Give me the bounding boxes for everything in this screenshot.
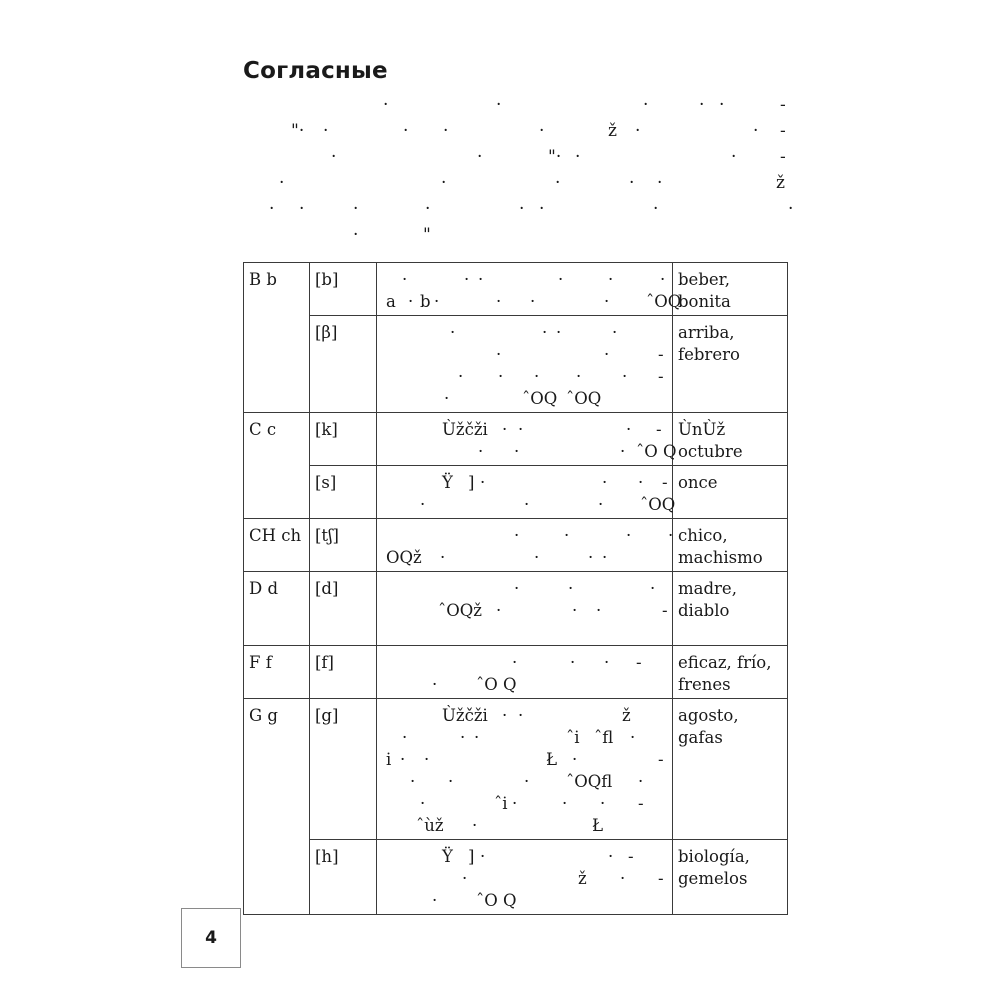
example-word: once: [678, 473, 718, 492]
text-fragment: ·: [518, 420, 524, 439]
text-fragment: ·: [269, 199, 275, 219]
example-word: agosto,: [678, 706, 739, 725]
text-fragment: ·: [462, 869, 468, 888]
table-row: [244, 699, 788, 840]
text-fragment: ·: [657, 173, 663, 193]
text-fragment: "·: [291, 121, 305, 141]
example-cell: [673, 840, 788, 915]
example-cell: [673, 413, 788, 466]
text-fragment: ·: [478, 442, 484, 461]
text-fragment: -: [656, 420, 662, 439]
text-fragment: ˆO Q: [636, 442, 677, 461]
letter-cell: CH ch: [244, 519, 310, 572]
text-fragment: -: [658, 367, 664, 386]
text-fragment: ·: [572, 601, 578, 620]
intro-line: [243, 222, 793, 248]
text-fragment: ·: [472, 816, 478, 835]
text-fragment: ž: [776, 173, 785, 193]
text-fragment: ·: [576, 367, 582, 386]
sound-cell: [β]: [310, 316, 377, 413]
example-cell: [673, 263, 788, 316]
text-fragment: -: [638, 794, 644, 813]
description-line: [382, 771, 667, 793]
sound-cell: [k]: [310, 413, 377, 466]
example-word: beber,: [678, 270, 730, 289]
text-fragment: ·: [480, 473, 486, 492]
text-fragment: ·: [514, 526, 520, 545]
example-word: chico,: [678, 526, 728, 545]
text-fragment: ·: [440, 548, 446, 567]
text-fragment: Ÿ: [442, 473, 453, 492]
text-fragment: ·: [542, 323, 548, 342]
intro-line: [243, 196, 793, 222]
text-fragment: ·: [643, 95, 649, 115]
text-fragment: ·: [458, 367, 464, 386]
example-word: arriba,: [678, 323, 735, 342]
text-fragment: -: [662, 473, 668, 492]
page-number: 4: [181, 908, 241, 968]
text-fragment: Ł: [546, 750, 558, 769]
text-fragment: ·: [530, 292, 536, 311]
text-fragment: -: [636, 653, 642, 672]
text-fragment: ·: [604, 345, 610, 364]
description-line: [382, 525, 674, 547]
text-fragment: ·: [519, 199, 525, 219]
sound-cell: [b]: [310, 263, 377, 316]
table-row: [244, 572, 788, 646]
text-fragment: ]: [468, 847, 475, 866]
text-fragment: ·: [425, 199, 431, 219]
example-word: diablo: [678, 601, 730, 620]
text-fragment: ·: [572, 750, 578, 769]
text-fragment: ·: [502, 706, 508, 725]
sound-cell: [g]: [310, 699, 377, 840]
description-line: [382, 366, 667, 388]
text-fragment: ·: [502, 420, 508, 439]
description-cell: [377, 699, 673, 840]
text-fragment: ·: [534, 367, 540, 386]
text-fragment: ·: [444, 389, 450, 408]
table-row: [244, 466, 788, 519]
text-fragment: ·: [638, 772, 644, 791]
text-fragment: ·: [477, 147, 483, 167]
example-word: madre,: [678, 579, 737, 598]
text-fragment: ·: [600, 794, 606, 813]
text-fragment: -: [780, 147, 786, 167]
text-fragment: -: [658, 750, 664, 769]
text-fragment: ·: [699, 95, 705, 115]
description-line: [382, 890, 667, 912]
text-fragment: ·: [432, 891, 438, 910]
description-line: [382, 846, 667, 868]
text-fragment: ·: [498, 367, 504, 386]
text-fragment: ·: [514, 579, 520, 598]
description-line: [382, 494, 676, 516]
text-fragment: ·: [788, 199, 794, 219]
text-fragment: ·: [608, 270, 614, 289]
description-line: [382, 815, 667, 837]
text-fragment: ·: [496, 345, 502, 364]
intro-line: [243, 170, 793, 196]
text-fragment: ·: [753, 121, 759, 141]
page-title: Согласные: [243, 58, 388, 84]
description-line: [382, 269, 667, 291]
text-fragment: ž: [578, 869, 587, 888]
description-line: [382, 547, 667, 569]
consonants-table: [243, 262, 788, 915]
description-line: [382, 600, 667, 622]
text-fragment: ·: [626, 420, 632, 439]
example-word: bonita: [678, 292, 731, 311]
text-fragment: ·: [650, 579, 656, 598]
text-fragment: ·: [604, 653, 610, 672]
example-cell: [673, 519, 788, 572]
text-fragment: ·: [460, 728, 466, 747]
text-fragment: ·: [668, 526, 674, 545]
letter-cell: C c: [244, 413, 310, 519]
text-fragment: ˆOQfl: [566, 772, 613, 791]
table-row: [244, 413, 788, 466]
text-fragment: ·: [612, 323, 618, 342]
text-fragment: ·: [279, 173, 285, 193]
text-fragment: -: [780, 95, 786, 115]
text-fragment: ·: [629, 173, 635, 193]
text-fragment: ·: [620, 869, 626, 888]
text-fragment: ˆùž: [416, 816, 444, 835]
text-fragment: -: [662, 601, 668, 620]
text-fragment: ž: [608, 121, 617, 141]
intro-line: [243, 92, 793, 118]
description-line: [382, 419, 667, 441]
text-fragment: b: [420, 292, 431, 311]
intro-line: [243, 118, 793, 144]
text-fragment: -: [658, 869, 664, 888]
text-fragment: -: [628, 847, 634, 866]
text-fragment: ˆi: [494, 794, 508, 813]
text-fragment: ·: [570, 653, 576, 672]
text-fragment: ·: [638, 473, 644, 492]
text-fragment: ·: [353, 225, 359, 245]
description-line: [382, 705, 667, 727]
text-fragment: ·: [512, 794, 518, 813]
text-fragment: ·: [630, 728, 636, 747]
text-fragment: ·: [608, 847, 614, 866]
table-row: [244, 519, 788, 572]
description-line: [382, 578, 667, 600]
text-fragment: ˆOQ: [640, 495, 676, 514]
example-word: octubre: [678, 442, 743, 461]
example-cell: [673, 699, 788, 840]
text-fragment: ·: [496, 95, 502, 115]
sound-cell: [h]: [310, 840, 377, 915]
example-word: eficaz, frío,: [678, 653, 772, 672]
text-fragment: ·: [524, 495, 530, 514]
letter-cell: G g: [244, 699, 310, 915]
example-cell: [673, 466, 788, 519]
text-fragment: ˆOQ: [566, 389, 602, 408]
description-line: [382, 388, 667, 410]
text-fragment: ˆi: [566, 728, 580, 747]
text-fragment: ·: [602, 548, 608, 567]
sound-cell: [f]: [310, 646, 377, 699]
description-cell: [377, 263, 682, 316]
description-cell: [377, 413, 677, 466]
text-fragment: OQž: [386, 548, 422, 567]
text-fragment: ·: [731, 147, 737, 167]
text-fragment: Ł: [592, 816, 604, 835]
description-line: [382, 441, 677, 463]
text-fragment: Ÿ: [442, 847, 453, 866]
example-word: gafas: [678, 728, 723, 747]
example-word: gemelos: [678, 869, 748, 888]
text-fragment: ·: [555, 173, 561, 193]
description-line: [382, 652, 667, 674]
text-fragment: ·: [383, 95, 389, 115]
text-fragment: ·: [653, 199, 659, 219]
text-fragment: ·: [331, 147, 337, 167]
text-fragment: ·: [524, 772, 530, 791]
description-line: [382, 727, 667, 749]
text-fragment: ·: [480, 847, 486, 866]
example-cell: [673, 316, 788, 413]
text-fragment: ˆOQ: [522, 389, 558, 408]
text-fragment: ·: [474, 728, 480, 747]
text-fragment: ˆO Q: [476, 675, 517, 694]
description-line: [382, 749, 667, 771]
text-fragment: ·: [402, 728, 408, 747]
description-line: [382, 472, 667, 494]
text-fragment: ·: [564, 526, 570, 545]
text-fragment: ·: [299, 199, 305, 219]
example-cell: [673, 646, 788, 699]
description-line: [382, 322, 667, 344]
text-fragment: ·: [353, 199, 359, 219]
text-fragment: ·: [514, 442, 520, 461]
text-fragment: ·: [420, 794, 426, 813]
text-fragment: ·: [539, 199, 545, 219]
text-fragment: ·: [410, 772, 416, 791]
text-fragment: ˆfl: [594, 728, 614, 747]
example-word: ÙnÙž: [678, 420, 726, 439]
text-fragment: ·: [622, 367, 628, 386]
text-fragment: a: [386, 292, 396, 311]
text-fragment: ·: [323, 121, 329, 141]
text-fragment: -: [658, 345, 664, 364]
text-fragment: i: [386, 750, 392, 769]
text-fragment: ·: [441, 173, 447, 193]
text-fragment: ˆOQ: [646, 292, 682, 311]
text-fragment: ": [423, 225, 431, 245]
text-fragment: ·: [660, 270, 666, 289]
text-fragment: ·: [556, 323, 562, 342]
text-fragment: ·: [402, 270, 408, 289]
table-row: [244, 646, 788, 699]
text-fragment: ·: [464, 270, 470, 289]
text-fragment: ·: [602, 473, 608, 492]
text-fragment: ·: [596, 601, 602, 620]
description-line: [382, 344, 667, 366]
text-fragment: ·: [400, 750, 406, 769]
description-line: [382, 793, 667, 815]
sound-cell: [tʃ]: [310, 519, 377, 572]
table-row: [244, 263, 788, 316]
text-fragment: ·: [512, 653, 518, 672]
description-cell: [377, 572, 673, 646]
text-fragment: ·: [420, 495, 426, 514]
text-fragment: ·: [620, 442, 626, 461]
text-fragment: ·: [518, 706, 524, 725]
text-fragment: ·: [575, 147, 581, 167]
description-line: [382, 291, 682, 313]
text-fragment: ·: [604, 292, 610, 311]
text-fragment: ·: [432, 675, 438, 694]
text-fragment: ·: [568, 579, 574, 598]
text-fragment: -: [780, 121, 786, 141]
text-fragment: ˆO Q: [476, 891, 517, 910]
description-cell: [377, 646, 673, 699]
sound-cell: [d]: [310, 572, 377, 646]
description-cell: [377, 466, 676, 519]
text-fragment: ·: [626, 526, 632, 545]
text-fragment: ·: [558, 270, 564, 289]
example-word: febrero: [678, 345, 740, 364]
text-fragment: ·: [598, 495, 604, 514]
description-cell: [377, 316, 673, 413]
intro-paragraph: [243, 92, 793, 252]
text-fragment: ·: [534, 548, 540, 567]
description-cell: [377, 840, 673, 915]
text-fragment: ·: [450, 323, 456, 342]
text-fragment: ]: [468, 473, 475, 492]
text-fragment: "·: [548, 147, 562, 167]
text-fragment: ·: [408, 292, 414, 311]
text-fragment: ž: [622, 706, 631, 725]
text-fragment: ·: [496, 601, 502, 620]
text-fragment: ·: [424, 750, 430, 769]
description-cell: [377, 519, 673, 572]
text-fragment: ˆOQž: [438, 601, 482, 620]
text-fragment: ·: [478, 270, 484, 289]
text-fragment: ·: [443, 121, 449, 141]
text-fragment: Ùžčži: [442, 706, 488, 725]
intro-line: [243, 144, 793, 170]
example-cell: [673, 572, 788, 646]
text-fragment: ·: [496, 292, 502, 311]
text-fragment: ·: [403, 121, 409, 141]
letter-cell: B b: [244, 263, 310, 413]
table-row: [244, 316, 788, 413]
text-fragment: ·: [588, 548, 594, 567]
text-fragment: ·: [434, 292, 440, 311]
description-line: [382, 868, 667, 890]
letter-cell: F f: [244, 646, 310, 699]
table-row: [244, 840, 788, 915]
sound-cell: [s]: [310, 466, 377, 519]
text-fragment: ·: [719, 95, 725, 115]
example-word: biología,: [678, 847, 750, 866]
example-word: machismo: [678, 548, 763, 567]
letter-cell: D d: [244, 572, 310, 646]
text-fragment: ·: [635, 121, 641, 141]
text-fragment: ·: [448, 772, 454, 791]
text-fragment: ·: [562, 794, 568, 813]
text-fragment: ·: [539, 121, 545, 141]
example-word: frenes: [678, 675, 731, 694]
text-fragment: Ùžčži: [442, 420, 488, 439]
description-line: [382, 674, 667, 696]
